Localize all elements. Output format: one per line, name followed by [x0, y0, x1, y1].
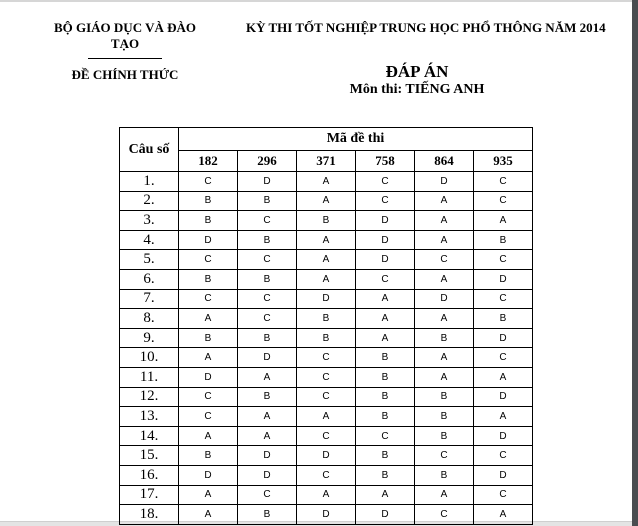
- answer-cell: C: [474, 289, 533, 309]
- answer-cell: B: [238, 387, 297, 407]
- question-number: 3.: [120, 211, 179, 231]
- answer-cell: D: [297, 505, 356, 525]
- answer-cell: C: [179, 387, 238, 407]
- question-number: 6.: [120, 269, 179, 289]
- answer-cell: D: [179, 367, 238, 387]
- table-row: [120, 485, 533, 505]
- question-number: 4.: [120, 230, 179, 250]
- answer-cell: B: [415, 426, 474, 446]
- question-number: 14.: [120, 426, 179, 446]
- table-row: [120, 250, 533, 270]
- answer-cell: C: [356, 426, 415, 446]
- answer-cell: D: [474, 465, 533, 485]
- answer-cell: C: [474, 485, 533, 505]
- question-number: 11.: [120, 367, 179, 387]
- answer-cell: A: [297, 269, 356, 289]
- answer-cell: A: [415, 230, 474, 250]
- answer-cell: B: [474, 309, 533, 329]
- answer-cell: B: [356, 348, 415, 368]
- table-row: [120, 328, 533, 348]
- table-row: [120, 289, 533, 309]
- answer-cell: C: [238, 250, 297, 270]
- answer-cell: A: [415, 485, 474, 505]
- answer-cell: C: [179, 250, 238, 270]
- exam-code-header: 182: [179, 151, 238, 172]
- answer-cell: D: [238, 465, 297, 485]
- answer-cell: B: [179, 191, 238, 211]
- answer-cell: B: [415, 387, 474, 407]
- table-row: [120, 407, 533, 427]
- exam-code-header: 864: [415, 151, 474, 172]
- question-number: 2.: [120, 191, 179, 211]
- official-label: ĐỀ CHÍNH THỨC: [71, 67, 179, 82]
- table-row: [120, 309, 533, 329]
- question-number: 10.: [120, 348, 179, 368]
- table-row: [120, 269, 533, 289]
- question-number: 12.: [120, 387, 179, 407]
- answer-cell: C: [179, 172, 238, 192]
- table-row: [120, 172, 533, 192]
- answer-cell: C: [356, 172, 415, 192]
- answer-cell: B: [415, 465, 474, 485]
- table-row: [120, 465, 533, 485]
- answer-cell: A: [297, 250, 356, 270]
- answer-cell: A: [415, 309, 474, 329]
- answer-cell: A: [356, 328, 415, 348]
- answer-cell: C: [415, 446, 474, 466]
- answer-cell: B: [238, 328, 297, 348]
- answer-cell: B: [297, 211, 356, 231]
- answer-cell: A: [415, 367, 474, 387]
- question-number: 16.: [120, 465, 179, 485]
- answer-cell: A: [356, 289, 415, 309]
- answer-cell: B: [179, 269, 238, 289]
- question-number: 7.: [120, 289, 179, 309]
- answer-cell: D: [474, 426, 533, 446]
- answer-cell: C: [474, 348, 533, 368]
- question-number: 8.: [120, 309, 179, 329]
- table-row: [120, 348, 533, 368]
- answer-table: [119, 127, 533, 525]
- exam-code-header: 371: [297, 151, 356, 172]
- table-row: [120, 230, 533, 250]
- answer-cell: B: [415, 328, 474, 348]
- answer-cell: A: [179, 426, 238, 446]
- answer-cell: D: [356, 211, 415, 231]
- question-number-header: Câu số: [120, 128, 179, 172]
- answer-cell: C: [238, 289, 297, 309]
- answer-cell: B: [356, 387, 415, 407]
- answer-cell: B: [238, 505, 297, 525]
- answer-cell: B: [474, 230, 533, 250]
- exam-code-header: 758: [356, 151, 415, 172]
- answer-cell: C: [297, 387, 356, 407]
- answer-cell: A: [297, 172, 356, 192]
- answer-cell: A: [238, 426, 297, 446]
- answer-cell: C: [179, 289, 238, 309]
- answer-cell: D: [415, 289, 474, 309]
- answer-cell: D: [297, 446, 356, 466]
- answer-cell: D: [238, 348, 297, 368]
- answer-cell: D: [474, 269, 533, 289]
- document-title: ĐÁP ÁN: [385, 62, 449, 81]
- answer-cell: C: [415, 505, 474, 525]
- answer-cell: B: [356, 446, 415, 466]
- question-number: 15.: [120, 446, 179, 466]
- answer-cell: A: [474, 367, 533, 387]
- page-top-edge: [0, 0, 638, 2]
- answer-cell: B: [356, 465, 415, 485]
- answer-cell: C: [238, 211, 297, 231]
- answer-cell: B: [179, 211, 238, 231]
- answer-cell: D: [474, 328, 533, 348]
- table-row: [120, 505, 533, 525]
- answer-cell: D: [356, 230, 415, 250]
- answer-cell: A: [179, 348, 238, 368]
- answer-cell: D: [238, 446, 297, 466]
- question-number: 5.: [120, 250, 179, 270]
- answer-cell: B: [179, 446, 238, 466]
- table-row: [120, 211, 533, 231]
- answer-cell: A: [238, 367, 297, 387]
- answer-cell: C: [474, 172, 533, 192]
- answer-cell: A: [415, 269, 474, 289]
- answer-cell: A: [415, 191, 474, 211]
- table-row: [120, 446, 533, 466]
- answer-cell: D: [356, 505, 415, 525]
- exam-code-header: 935: [474, 151, 533, 172]
- answer-cell: D: [474, 387, 533, 407]
- answer-cell: A: [474, 407, 533, 427]
- exam-code-header: 296: [238, 151, 297, 172]
- answer-cell: B: [238, 269, 297, 289]
- answer-cell: B: [179, 328, 238, 348]
- exam-code-group-header: Mã đề thi: [179, 128, 533, 151]
- answer-cell: D: [179, 465, 238, 485]
- answer-cell: C: [297, 465, 356, 485]
- answer-cell: C: [356, 191, 415, 211]
- answer-cell: A: [297, 407, 356, 427]
- answer-cell: A: [179, 505, 238, 525]
- answer-cell: C: [297, 348, 356, 368]
- answer-cell: C: [297, 426, 356, 446]
- answer-cell: A: [297, 485, 356, 505]
- answer-cell: A: [238, 407, 297, 427]
- answer-cell: D: [415, 172, 474, 192]
- question-number: 1.: [120, 172, 179, 192]
- answer-cell: B: [297, 309, 356, 329]
- table-row: [120, 191, 533, 211]
- answer-cell: C: [297, 367, 356, 387]
- question-number: 18.: [120, 505, 179, 525]
- answer-cell: A: [415, 211, 474, 231]
- answer-cell: B: [238, 191, 297, 211]
- answer-cell: C: [474, 250, 533, 270]
- table-row: [120, 367, 533, 387]
- question-number: 9.: [120, 328, 179, 348]
- answer-cell: D: [179, 230, 238, 250]
- answer-cell: C: [415, 250, 474, 270]
- answer-cell: A: [415, 348, 474, 368]
- answer-cell: A: [356, 485, 415, 505]
- answer-cell: D: [238, 172, 297, 192]
- answer-cell: B: [415, 407, 474, 427]
- answer-cell: B: [238, 230, 297, 250]
- answer-cell: A: [179, 309, 238, 329]
- subject-line: Môn thi: TIẾNG ANH: [349, 82, 485, 97]
- answer-cell: C: [474, 446, 533, 466]
- question-number: 17.: [120, 485, 179, 505]
- answer-cell: A: [356, 309, 415, 329]
- answer-cell: C: [356, 269, 415, 289]
- table-row: [120, 426, 533, 446]
- answer-cell: A: [179, 485, 238, 505]
- header-divider: [88, 58, 162, 59]
- answer-cell: D: [297, 289, 356, 309]
- ministry-name: BỘ GIÁO DỤC VÀ ĐÀO TẠO: [53, 20, 197, 51]
- answer-cell: A: [474, 505, 533, 525]
- answer-cell: C: [179, 407, 238, 427]
- question-number: 13.: [120, 407, 179, 427]
- answer-cell: C: [474, 191, 533, 211]
- answer-cell: B: [356, 367, 415, 387]
- exam-name: KỲ THI TỐT NGHIỆP TRUNG HỌC PHỔ THÔNG NĂM 2014: [246, 20, 606, 35]
- table-row: [120, 387, 533, 407]
- answer-cell: A: [297, 191, 356, 211]
- answer-cell: C: [238, 309, 297, 329]
- answer-cell: B: [356, 407, 415, 427]
- answer-cell: A: [297, 230, 356, 250]
- answer-cell: C: [238, 485, 297, 505]
- answer-cell: D: [356, 250, 415, 270]
- answer-cell: B: [297, 328, 356, 348]
- answer-cell: A: [474, 211, 533, 231]
